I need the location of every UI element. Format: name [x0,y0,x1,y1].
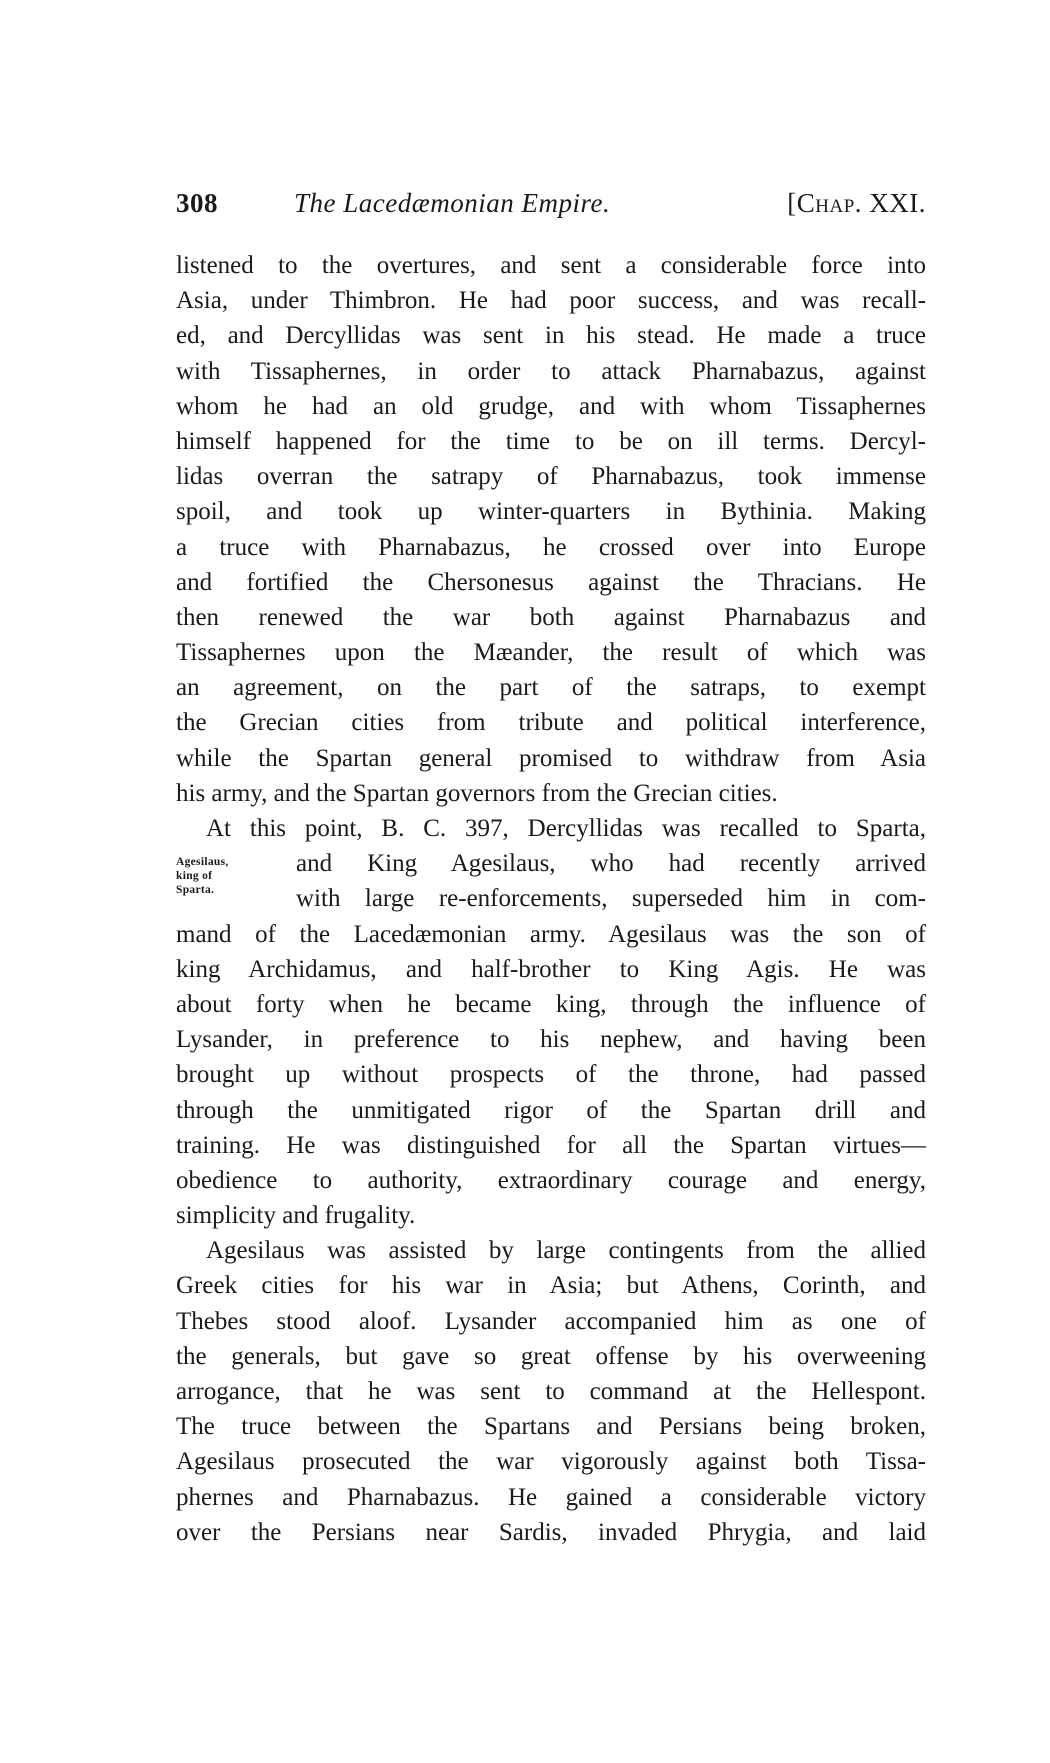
text-line: The truce between the Spartans and Persians being broken, [176,1413,926,1441]
margin-note-line: Agesilaus, [176,856,229,869]
text-line: Asia, under Thimbron. He had poor success, and was recall- [176,287,926,315]
text-line: whom he had an old grudge, and with whom Tissaphernes [176,392,926,420]
text-line: Thebes stood aloof. Lysander accompanied him as one of [176,1307,926,1335]
page-number: 308 [176,188,218,218]
text-line: mand of the Lacedæmonian army. Agesilaus was the son of [176,920,926,948]
text-line: with large re-enforcements, superseded him in com- [296,885,926,913]
margin-note-line: Sparta. [176,884,215,897]
paragraph-start-line: At this point, B. C. 397, Dercyllidas was recalled to Sparta, [206,815,926,842]
text-line: ed, and Dercyllidas was sent in his stead. He made a truce [176,322,926,350]
text-line: while the Spartan general promised to withdraw from Asia [176,744,926,772]
margin-note-region [176,846,926,916]
text-line: through the unmitigated rigor of the Spartan drill and [176,1096,926,1124]
text-line: his army, and the Spartan governors from the Grecian cities. [176,779,778,807]
body-text [176,248,926,1550]
text-line: Tissaphernes upon the Mæander, the result of which was [176,639,926,667]
paragraph-start-line: Agesilaus was assisted by large contingents from the allied [206,1237,926,1265]
text-line: spoil, and took up winter-quarters in Bythinia. Making [176,498,926,526]
page-header [176,188,926,228]
text-line: then renewed the war both against Pharnabazus and [176,603,926,631]
text-line: an agreement, on the part of the satraps, to exempt [176,674,926,702]
text-line: over the Persians near Sardis, invaded Phrygia, and laid [176,1518,926,1546]
text-line: and King Agesilaus, who had recently arrived [296,850,926,878]
text-line: about forty when he became king, through the influence of [176,990,926,1018]
chapter-reference: [Chap. XXI. [787,188,926,218]
running-title: The Lacedæmonian Empire. [294,188,611,218]
text-line: the generals, but gave so great offense by his overweening [176,1342,926,1370]
text-line: lidas overran the satrapy of Pharnabazus, took immense [176,463,926,491]
text-line: arrogance, that he was sent to command at the Hellespont. [176,1378,926,1405]
text-line: simplicity and frugality. [176,1202,416,1230]
text-line: king Archidamus, and half-brother to King Agis. He was [176,955,926,983]
margin-note-line: king of [176,870,213,883]
text-line: training. He was distinguished for all the Spartan virtues— [176,1131,926,1159]
text-line: a truce with Pharnabazus, he crossed over into Europe [176,533,926,561]
text-line: listened to the overtures, and sent a considerable force into [176,252,926,279]
text-line: Greek cities for his war in Asia; but Athens, Corinth, and [176,1272,926,1300]
text-line: phernes and Pharnabazus. He gained a considerable victory [176,1483,926,1511]
text-line: and fortified the Chersonesus against the Thracians. He [176,568,926,596]
text-line: Agesilaus prosecuted the war vigorously against both Tissa- [176,1448,926,1476]
text-line: brought up without prospects of the throne, had passed [176,1061,926,1089]
text-line: Lysander, in preference to his nephew, and having been [176,1026,926,1054]
text-line: himself happened for the time to be on ill terms. Dercyl- [176,427,926,455]
text-line: obedience to authority, extraordinary courage and energy, [176,1166,926,1194]
text-line: the Grecian cities from tribute and political interference, [176,709,926,737]
text-line: with Tissaphernes, in order to attack Pharnabazus, against [176,357,926,385]
